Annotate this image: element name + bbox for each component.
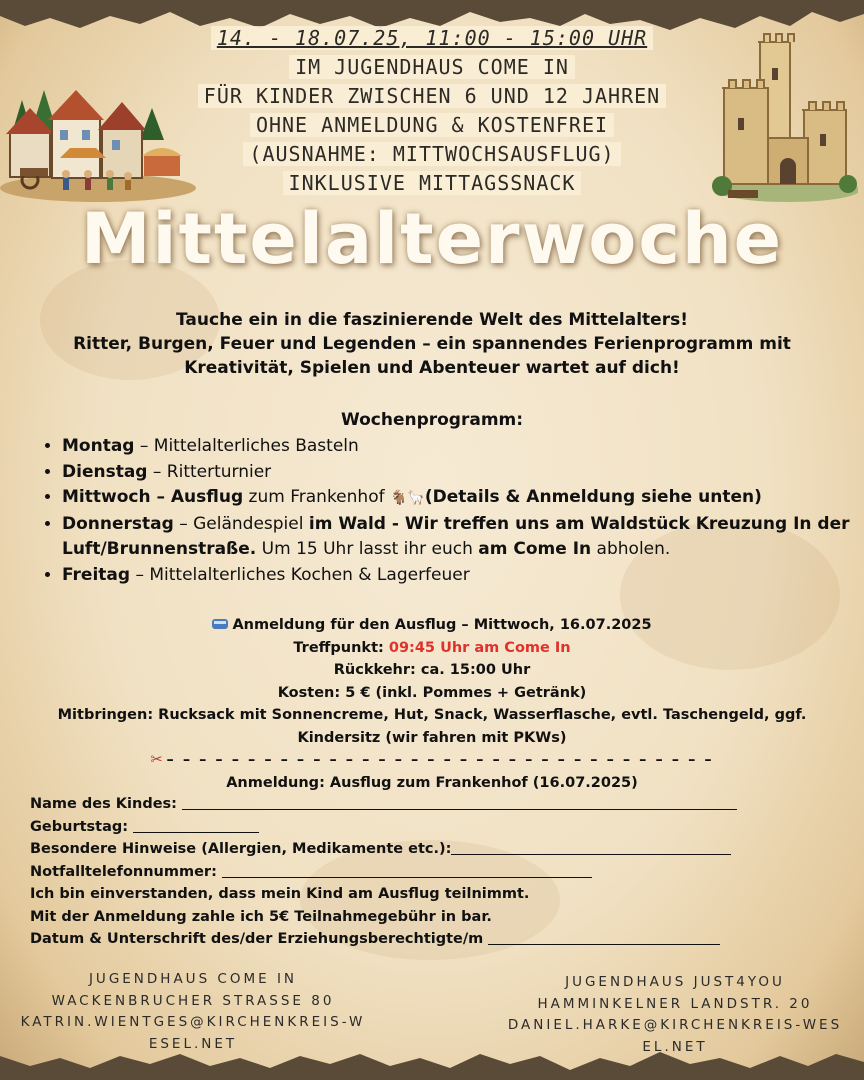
consent-text: Ich bin einverstanden, dass mein Kind am Ausflug teilnimmt. [30, 886, 530, 902]
meeting-time: 09:45 Uhr am Come In [388, 639, 571, 656]
goat-icon: 🐐 [389, 490, 408, 506]
trip-cost: Kosten: 5 € (inkl. Pommes + Getränk) [277, 684, 587, 701]
notes-field[interactable] [451, 839, 731, 855]
email-link[interactable]: DANIEL.HARKE@KIRCHENKREIS-WESEL.NET [507, 1017, 843, 1055]
event-location: IM JUGENDHAUS COME IN [130, 53, 734, 82]
page-title: Mittelalterwoche [80, 198, 784, 280]
list-item: • Freitag – Mittelalterliches Kochen & Lagerfeuer [62, 563, 862, 589]
trip-details: Anmeldung für den Ausflug – Mittwoch, 16.07.2025 Treffpunkt: 09:45 Uhr am Come In Rückkehr: ca. 15:00 Uhr Kosten: 5 € (inkl. Pommes + Getränk) Mitbringen: Rucksack mit Sonnencreme, Hut, Snack, Wasserflasche, evtl. Taschengeld, ggf. Kindersitz (wir fahren mit PKWs) ✂ – – – – – – – – – – – – – – – – – – – – – – – – – – – – – – – – – – Anmeldung: Ausflug zum Frankenhof (16.07.2025) [20, 614, 844, 794]
event-registration-info: OHNE ANMELDUNG & KOSTENFREI [130, 111, 734, 140]
phone-label: Notfalltelefonnummer: [30, 863, 222, 880]
signature-field[interactable] [488, 929, 720, 945]
registration-form [30, 793, 850, 951]
list-item: • Mittwoch – Ausflug zum Frankenhof 🐐🦙(Details & Anmeldung siehe unten) [62, 485, 862, 512]
program-heading: Wochenprogramm: [340, 410, 524, 430]
birthday-field[interactable] [133, 817, 259, 833]
name-label: Name des Kindes: [30, 796, 183, 812]
email-link[interactable]: KATRIN.WIENTGES@KIRCHENKREIS-WESEL.NET [20, 1014, 366, 1052]
bus-icon [212, 619, 228, 629]
phone-field[interactable] [222, 862, 592, 878]
notes-label: Besondere Hinweise (Allergien, Medikamente etc.): [30, 841, 452, 857]
event-date-time: 14. - 18.07.25, 11:00 - 15:00 UHR [130, 24, 734, 53]
trip-bring: Mitbringen: Rucksack mit Sonnencreme, Hut, Snack, Wasserflasche, evtl. Taschengeld, ggf. Kindersitz (wir fahren mit PKWs) [57, 707, 807, 746]
event-info-header [130, 24, 734, 198]
fee-text: Mit der Anmeldung zahle ich 5€ Teilnahmegebühr in bar. [30, 908, 492, 925]
footer-contact-just4you: JUGENDHAUS JUST4YOU HAMMINKELNER LANDSTR. 20 DANIEL.HARKE@KIRCHENKREIS-WESEL.NET [505, 972, 845, 1058]
form-title: Anmeldung: Ausflug zum Frankenhof (16.07.2025) [226, 774, 638, 791]
footer-contact-come-in: JUGENDHAUS COME IN WACKENBRUCHER STRASSE 80 KATRIN.WIENTGES@KIRCHENKREIS-WESEL.NET [20, 969, 366, 1055]
signature-label: Datum & Unterschrift des/der Erziehungsberechtigte/m [30, 931, 489, 947]
birthday-label: Geburtstag: [30, 818, 134, 835]
torn-edge-bottom [0, 1044, 864, 1080]
llama-icon: 🦙 [407, 490, 425, 506]
list-item: • Montag – Mittelalterliches Basteln [62, 434, 862, 460]
intro-text: Tauche ein in die faszinierende Welt des Mittelalters! Ritter, Burgen, Feuer und Legenden – ein spannendes Ferienprogramm mit Kreativität, Spielen und Abenteuer wartet auf dich! [73, 310, 791, 378]
list-item: • Dienstag – Ritterturnier [62, 460, 862, 486]
name-field[interactable] [182, 794, 737, 810]
list-item: • Donnerstag – Geländespiel im Wald - Wir treffen uns am Waldstück Kreuzung In der Luft/Brunnenstraße. Um 15 Uhr lasst ihr euch am Come In abholen. [62, 512, 862, 563]
event-snack-info: INKLUSIVE MITTAGSSNACK [130, 169, 734, 198]
scissors-icon: ✂ [150, 752, 165, 768]
cut-line: ✂ – – – – – – – – – – – – – – – – – – – – – – – – – – – – – – – – – – [150, 752, 714, 768]
trip-title: Anmeldung für den Ausflug – Mittwoch, 16.07.2025 [232, 617, 652, 633]
program-list [44, 434, 862, 588]
event-exception-note: (AUSNAHME: MITTWOCHSAUSFLUG) [130, 140, 734, 169]
event-age-range: FÜR KINDER ZWISCHEN 6 UND 12 JAHREN [130, 82, 734, 111]
trip-return: Rückkehr: ca. 15:00 Uhr [333, 662, 531, 678]
